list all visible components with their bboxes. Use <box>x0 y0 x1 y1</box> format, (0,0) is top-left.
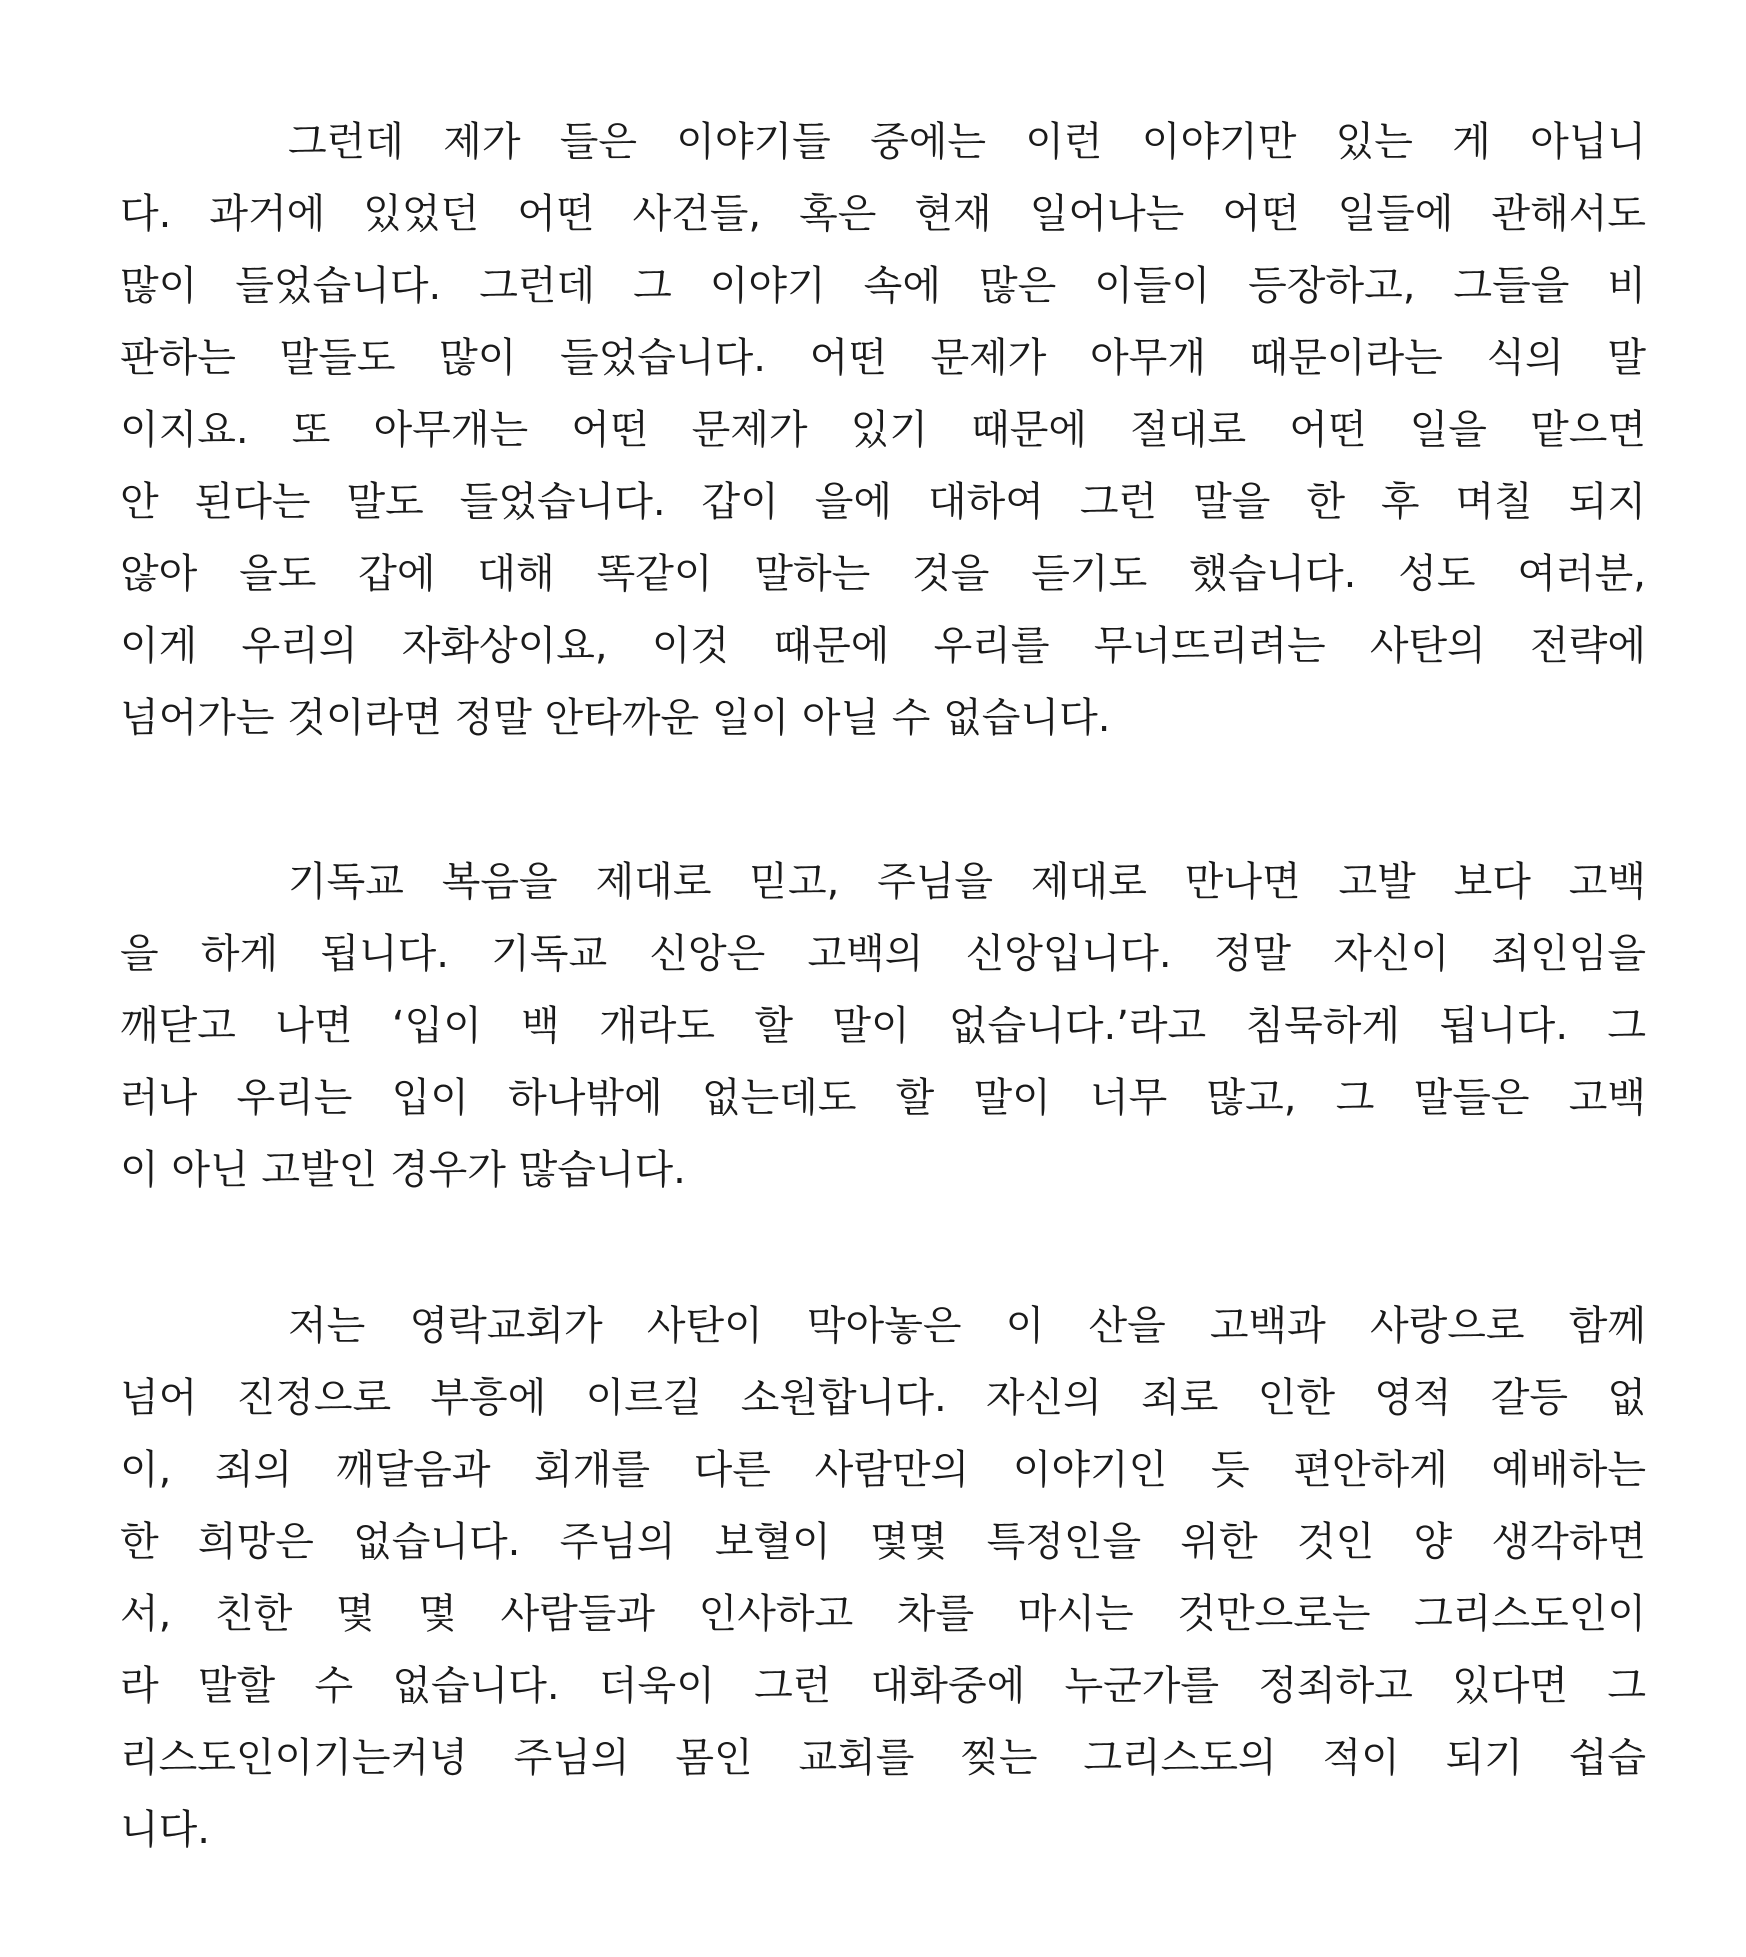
paragraph-line: 판하는 말들도 많이 들었습니다. 어떤 문제가 아무개 때문이라는 식의 말 <box>120 335 1646 381</box>
paragraph-line: 리스도인이기는커녕 주님의 몸인 교회를 찢는 그리스도의 적이 되기 쉽습 <box>120 1735 1646 1781</box>
paragraph-line: 이 아닌 고발인 경우가 많습니다. <box>120 1147 686 1193</box>
paragraph-line: 니다. <box>120 1807 210 1853</box>
paragraph-line: 많이 들었습니다. 그런데 그 이야기 속에 많은 이들이 등장하고, 그들을 비 <box>120 263 1646 309</box>
paragraph-line: 이, 죄의 깨달음과 회개를 다른 사람만의 이야기인 듯 편안하게 예배하는 <box>120 1447 1646 1493</box>
paragraph-line: 안 된다는 말도 들었습니다. 갑이 을에 대하여 그런 말을 한 후 며칠 되지 <box>120 479 1646 525</box>
paragraph-2 <box>120 846 1646 1206</box>
paragraph-line: 넘어가는 것이라면 정말 안타까운 일이 아닐 수 없습니다. <box>120 695 1111 741</box>
paragraph-line: 깨닫고 나면 ‘입이 백 개라도 할 말이 없습니다.’라고 침묵하게 됩니다. 그 <box>120 1003 1646 1049</box>
paragraph-line: 러나 우리는 입이 하나밖에 없는데도 할 말이 너무 많고, 그 말들은 고백 <box>120 1075 1646 1121</box>
paragraph-line: 다. 과거에 있었던 어떤 사건들, 혹은 현재 일어나는 어떤 일들에 관해서도 <box>120 191 1646 237</box>
paragraph-line: 라 말할 수 없습니다. 더욱이 그런 대화중에 누군가를 정죄하고 있다면 그 <box>120 1663 1646 1709</box>
paragraph-line: 이지요. 또 아무개는 어떤 문제가 있기 때문에 절대로 어떤 일을 맡으면 <box>120 407 1646 453</box>
paragraph-line: 않아 을도 갑에 대해 똑같이 말하는 것을 듣기도 했습니다. 성도 여러분, <box>120 551 1646 597</box>
paragraph-line: 그런데 제가 들은 이야기들 중에는 이런 이야기만 있는 게 아닙니 <box>288 119 1646 165</box>
paragraph-3 <box>120 1290 1646 1866</box>
paragraph-line: 서, 친한 몇 몇 사람들과 인사하고 차를 마시는 것만으로는 그리스도인이 <box>120 1591 1646 1637</box>
paragraph-line: 한 희망은 없습니다. 주님의 보혈이 몇몇 특정인을 위한 것인 양 생각하면 <box>120 1519 1646 1565</box>
paragraph-line: 이게 우리의 자화상이요, 이것 때문에 우리를 무너뜨리려는 사탄의 전략에 <box>120 623 1646 669</box>
paragraph-1 <box>120 106 1646 754</box>
paragraph-line: 넘어 진정으로 부흥에 이르길 소원합니다. 자신의 죄로 인한 영적 갈등 없 <box>120 1375 1646 1421</box>
paragraph-line: 을 하게 됩니다. 기독교 신앙은 고백의 신앙입니다. 정말 자신이 죄인임을 <box>120 931 1646 977</box>
paragraph-line: 기독교 복음을 제대로 믿고, 주님을 제대로 만나면 고발 보다 고백 <box>288 859 1646 905</box>
paragraph-line: 저는 영락교회가 사탄이 막아놓은 이 산을 고백과 사랑으로 함께 <box>288 1303 1646 1349</box>
